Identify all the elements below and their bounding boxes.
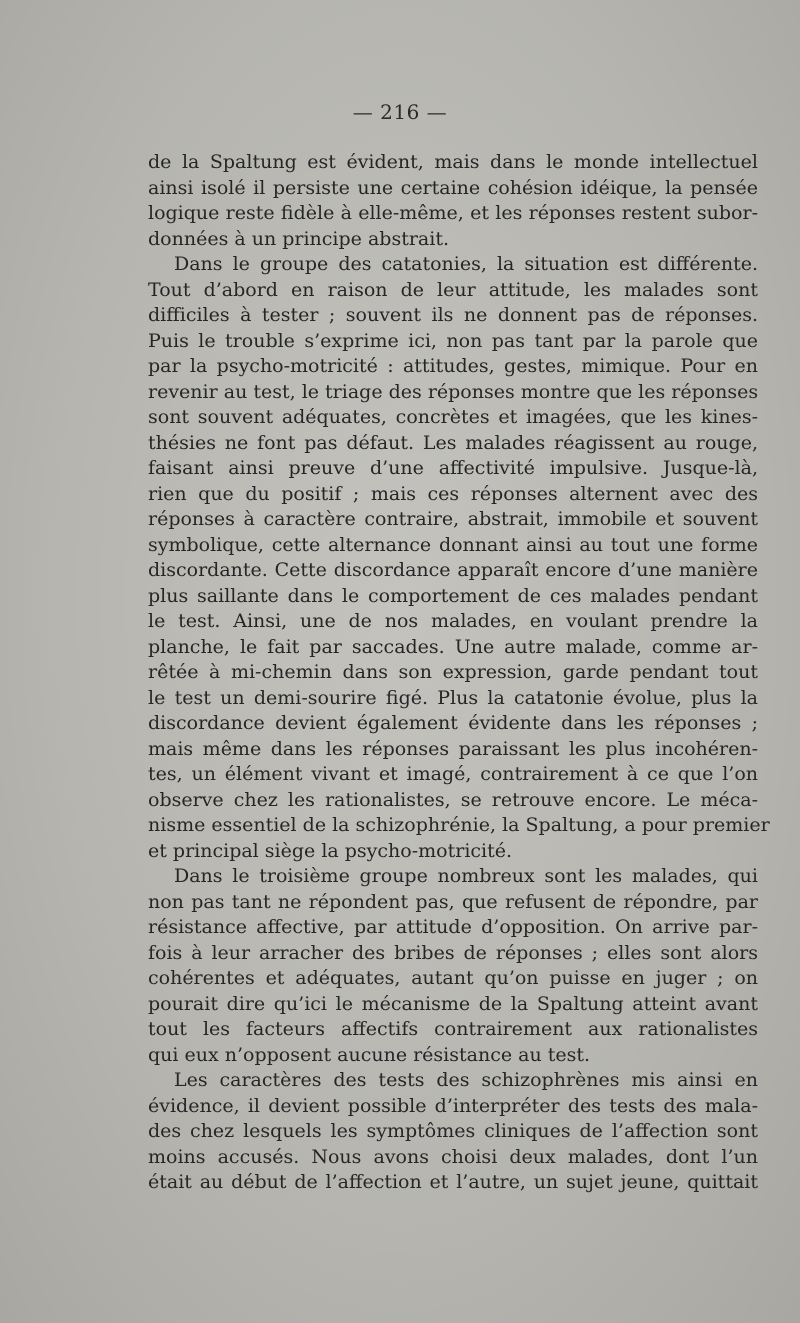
- text-line: symbolique, cette alternance donnant ainsi au tout une forme: [148, 533, 758, 556]
- text-line: Dans le groupe des catatonies, la situation est différente.: [174, 253, 758, 275]
- text-line: Tout d’abord en raison de leur attitude, les malades sont: [148, 278, 758, 301]
- text-line: fois à leur arracher des bribes de réponses ; elles sont alors: [148, 941, 758, 964]
- text-line: thésies ne font pas défaut. Les malades réagissent au rouge,: [148, 431, 758, 454]
- text-line: rêtée à mi-chemin dans son expression, garde pendant tout: [148, 661, 758, 683]
- text-line: non pas tant ne répondent pas, que refusent de répondre, par: [148, 890, 758, 913]
- text-line: Puis le trouble s’exprime ici, non pas tant par la parole que: [148, 329, 758, 352]
- page-number: — 216 —: [352, 100, 448, 124]
- body-text: [148, 150, 770, 1196]
- text-line: discordante. Cette discordance apparaît encore d’une manière: [148, 559, 758, 581]
- text-line: observe chez les rationalistes, se retrouve encore. Le méca-: [148, 788, 758, 811]
- text-line: moins accusés. Nous avons choisi deux malades, dont l’un: [148, 1145, 758, 1168]
- text-line: données à un principe abstrait.: [148, 227, 449, 250]
- text-line: discordance devient également évidente dans les réponses ;: [148, 712, 758, 734]
- text-line: Dans le troisième groupe nombreux sont les malades, qui: [174, 865, 758, 887]
- text-line: cohérentes et adéquates, autant qu’on puisse en juger ; on: [148, 967, 758, 989]
- text-line: rien que du positif ; mais ces réponses alternent avec des: [148, 482, 758, 505]
- text-line: réponses à caractère contraire, abstrait, immobile et souvent: [148, 508, 758, 530]
- text-line: Les caractères des tests des schizophrènes mis ainsi en: [174, 1069, 758, 1091]
- text-line: et principal siège la psycho-motricité.: [148, 839, 513, 862]
- text-line: le test. Ainsi, une de nos malades, en voulant prendre la: [148, 610, 758, 632]
- text-line: le test un demi-sourire figé. Plus la catatonie évolue, plus la: [148, 686, 758, 709]
- text-line: revenir au test, le triage des réponses montre que les réponses: [148, 380, 759, 403]
- text-line: ainsi isolé il persiste une certaine cohésion idéique, la pensée: [148, 176, 758, 199]
- text-line: pourait dire qu’ici le mécanisme de la Spaltung atteint avant: [148, 992, 758, 1015]
- text-line: sont souvent adéquates, concrètes et imagées, que les kines-: [148, 406, 758, 428]
- text-line: nisme essentiel de la schizophrénie, la Spaltung, a pour premier: [148, 814, 770, 836]
- text-line: qui eux n’opposent aucune résistance au test.: [148, 1043, 591, 1066]
- text-line: tes, un élément vivant et imagé, contrairement à ce que l’on: [148, 763, 758, 785]
- text-line: plus saillante dans le comportement de ces malades pendant: [148, 584, 758, 607]
- text-line: mais même dans les réponses paraissant les plus incohéren-: [148, 737, 758, 760]
- text-line: par la psycho-motricité : attitudes, gestes, mimique. Pour en: [148, 355, 758, 377]
- text-line: planche, le fait par saccades. Une autre malade, comme ar-: [148, 635, 758, 658]
- text-line: tout les facteurs affectifs contrairement aux rationalistes: [148, 1018, 758, 1040]
- text-line: était au début de l’affection et l’autre, un sujet jeune, quittait: [148, 1171, 758, 1193]
- text-line: faisant ainsi preuve d’une affectivité impulsive. Jusque-là,: [148, 457, 758, 479]
- text-line: évidence, il devient possible d’interpréter des tests des mala-: [148, 1094, 758, 1117]
- text-line: difficiles à tester ; souvent ils ne donnent pas de réponses.: [148, 304, 758, 326]
- text-line: de la Spaltung est évident, mais dans le monde intellectuel: [148, 151, 758, 173]
- text-line: des chez lesquels les symptômes cliniques de l’affection sont: [148, 1120, 758, 1142]
- text-line: résistance affective, par attitude d’opposition. On arrive par-: [148, 916, 758, 938]
- text-line: logique reste fidèle à elle-même, et les réponses restent subor-: [148, 202, 758, 224]
